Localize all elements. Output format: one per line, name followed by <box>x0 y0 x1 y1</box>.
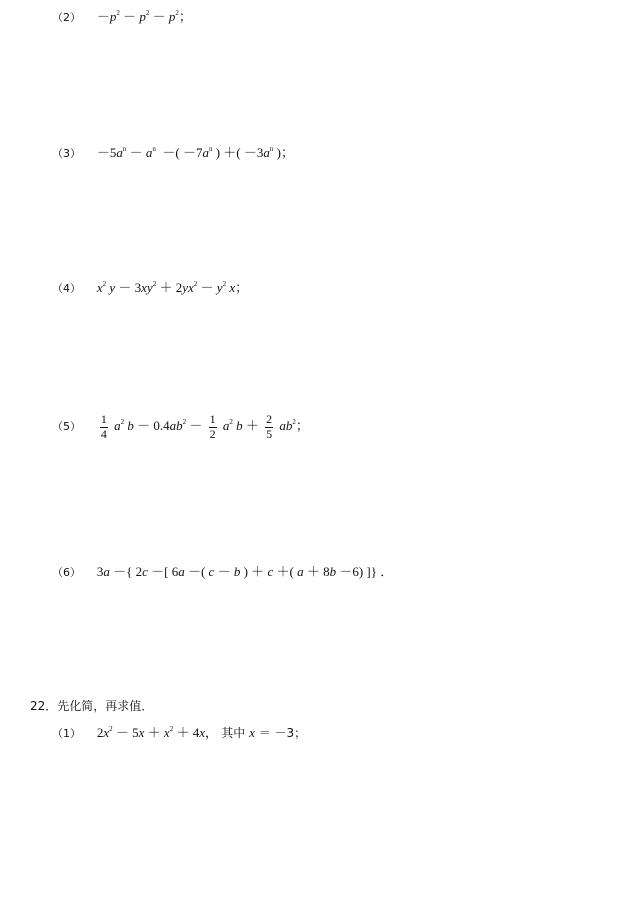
problem-6-expression: 3a －{ 2c －[ 6a －( c － b ) ＋ c ＋( a ＋ 8b －6) ]} ． <box>96 564 394 579</box>
problem-2-label: （2） <box>52 11 81 24</box>
question-22-part-1 <box>52 726 306 739</box>
problem-3-expression: $-5a^n - a^n$ －( $-7a^n$ ) ＋( $-3a^n$ )； <box>96 145 294 160</box>
problem-6 <box>52 565 393 578</box>
question-22-part-1-expression: $2x^2 - 5x + x^2 + 4x$， <box>96 725 222 740</box>
fraction-one-half: $\frac{1}{2}$ <box>209 412 216 441</box>
problem-4-label: （4） <box>52 282 81 295</box>
problem-4 <box>52 281 248 294</box>
problem-2 <box>52 10 192 23</box>
problem-2-expression: $-p^2 - p^2 - p^2$； <box>96 9 192 24</box>
problem-5 <box>52 413 309 442</box>
fraction-two-fifths: $\frac{2}{5}$ <box>266 412 273 441</box>
problem-6-label: （6） <box>52 566 81 579</box>
fraction-one-quarter: $\frac{1}{4}$ <box>100 412 107 441</box>
question-22-part-1-condition: 其中 x ＝ －3； <box>221 725 307 740</box>
question-22-part-1-label: （1） <box>52 727 81 740</box>
problem-5-expression: $\frac{1}{4}$ $a^2$ $b - 0.4ab^2$ － $\frac{1}{2}$ $a^2$ b ＋ $\frac{2}{5}$ $ab^2$； <box>100 412 309 441</box>
problem-3-label: （3） <box>52 147 81 160</box>
problem-4-expression: $x^2$ $y - 3xy^2 + 2yx^2 - y^2$ x； <box>96 280 249 295</box>
problem-5-label: （5） <box>52 420 81 434</box>
question-22-title: 22．先化简，再求值． <box>30 699 154 713</box>
problem-3 <box>52 146 294 159</box>
